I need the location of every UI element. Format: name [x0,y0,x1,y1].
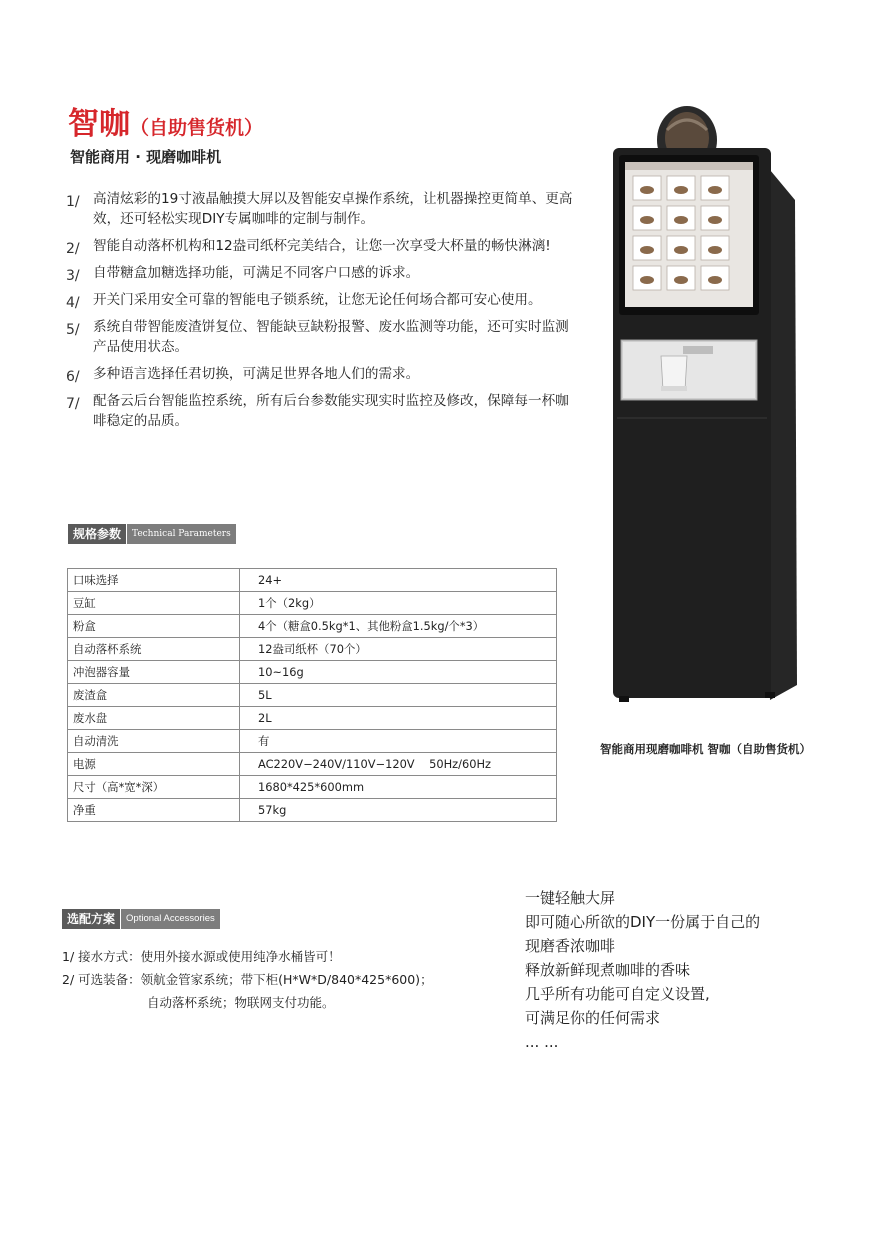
slogan-line: 一键轻触大屏 [525,889,616,907]
feature-number: 2/ [66,241,80,257]
table-row [68,684,557,707]
spec-value: 1680*425*600mm [240,776,557,799]
spec-value: 4个（糖盒0.5kg*1、其他粉盒1.5kg/个*3） [240,615,557,638]
spec-value: AC220V−240V/110V−120V 50Hz/60Hz [240,753,557,776]
slogan-block [525,886,760,1054]
feature-item [66,236,578,256]
accessory-item: 自动落杯系统；物联网支付功能。 [147,995,335,1010]
feature-item [66,189,578,229]
table-row [68,592,557,615]
accessory-item: 2/ 可选装备：领航金管家系统；带下柜(H*W*D/840*425*600)； [62,972,433,987]
feature-number: 7/ [66,396,80,412]
slogan-line: 现磨香浓咖啡 [525,937,616,955]
spec-value: 有 [240,730,557,753]
slogan-line: 释放新鲜现煮咖啡的香味 [525,961,691,979]
spec-value: 10~16g [240,661,557,684]
specs-header-cn: 规格参数 [68,524,126,544]
spec-value: 5L [240,684,557,707]
product-subtitle: 智能商用 · 现磨咖啡机 [70,148,222,166]
accessories-header-en: Optional Accessories [121,909,220,929]
feature-number: 5/ [66,322,80,338]
specs-section-header [68,524,236,544]
feature-text: 智能自动落杯机构和12盎司纸杯完美结合，让您一次享受大杯量的畅快淋漓! [93,238,551,254]
table-row [68,569,557,592]
accessories-header-cn: 选配方案 [62,909,120,929]
spec-key: 粉盒 [68,615,240,638]
table-row [68,753,557,776]
feature-number: 4/ [66,295,80,311]
feature-text: 高清炫彩的19寸液晶触摸大屏以及智能安卓操作系统，让机器操控更简单、更高效，还可轻松实现DIY专属咖啡的定制与制作。 [93,191,573,227]
specs-table [67,568,557,822]
spec-value: 1个（2kg） [240,592,557,615]
feature-number: 3/ [66,268,80,284]
product-title [68,98,263,143]
feature-number: 6/ [66,369,80,385]
spec-value: 24+ [240,569,557,592]
spec-key: 电源 [68,753,240,776]
feature-item [66,290,578,310]
feature-text: 配备云后台智能监控系统，所有后台参数能实现实时监控及修改，保障每一杯咖啡稳定的品质。 [93,393,569,429]
table-row [68,638,557,661]
feature-text: 自带糖盒加糖选择功能，可满足不同客户口感的诉求。 [93,265,420,281]
spec-key: 豆缸 [68,592,240,615]
title-paren: （自助售货机） [130,117,264,139]
spec-key: 尺寸（高*宽*深） [68,776,240,799]
product-caption: 智能商用现磨咖啡机 智咖（自助售货机） [600,742,812,756]
table-row [68,615,557,638]
slogan-line: 即可随心所欲的DIY一份属于自己的 [525,913,761,931]
spec-value: 12盎司纸杯（70个） [240,638,557,661]
accessories-list [62,945,433,1014]
feature-item [66,263,578,283]
spec-value: 57kg [240,799,557,822]
spec-key: 自动清洗 [68,730,240,753]
spec-value: 2L [240,707,557,730]
spec-key: 冲泡器容量 [68,661,240,684]
specs-header-en: Technical Parameters [127,524,236,544]
table-row [68,707,557,730]
table-row [68,799,557,822]
feature-number: 1/ [66,194,80,210]
slogan-line: 可满足你的任何需求 [525,1009,661,1027]
feature-list [66,189,578,438]
slogan-line: ... ... [525,1033,559,1051]
feature-item [66,317,578,357]
table-row [68,776,557,799]
feature-text: 多种语言选择任君切换，可满足世界各地人们的需求。 [93,366,420,382]
feature-text: 开关门采用安全可靠的智能电子锁系统，让您无论任何场合都可安心使用。 [93,292,542,308]
table-row [68,661,557,684]
coffee-vending-machine-illustration [605,100,810,705]
accessory-item: 1/ 接水方式：使用外接水源或使用纯净水桶皆可！ [62,949,341,964]
spec-key: 废水盘 [68,707,240,730]
title-main: 智咖 [68,106,130,142]
accessories-section-header [62,909,220,929]
slogan-line: 几乎所有功能可自定义设置, [525,985,710,1003]
spec-key: 废渣盒 [68,684,240,707]
feature-item [66,391,578,431]
spec-key: 自动落杯系统 [68,638,240,661]
feature-item [66,364,578,384]
spec-key: 净重 [68,799,240,822]
feature-text: 系统自带智能废渣饼复位、智能缺豆缺粉报警、废水监测等功能，还可实时监测产品使用状态。 [93,319,569,355]
table-row [68,730,557,753]
spec-key: 口味选择 [68,569,240,592]
